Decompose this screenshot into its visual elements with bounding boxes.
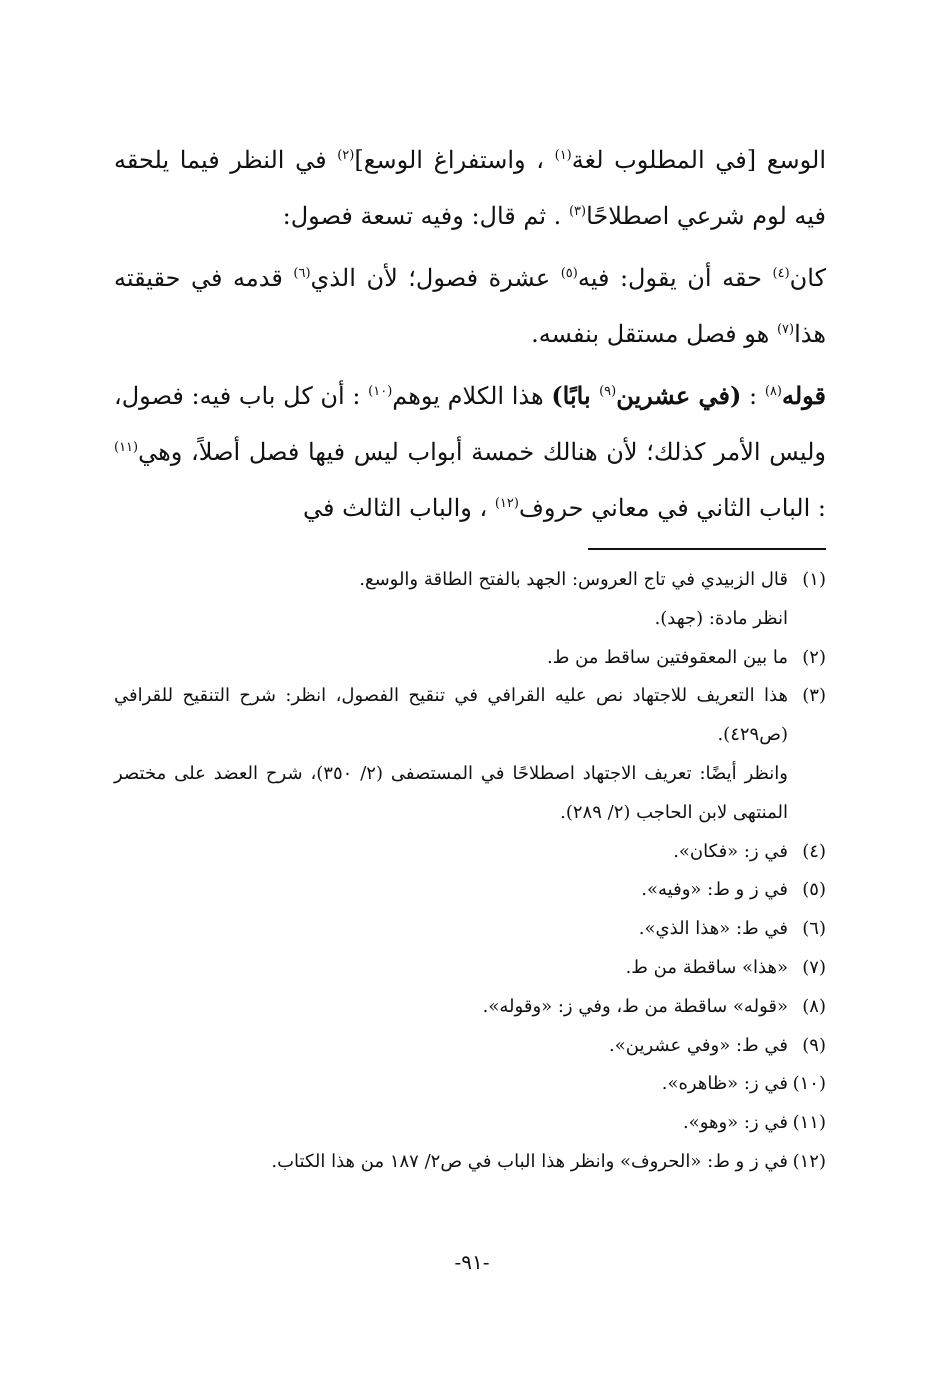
footnote-ref: (٣) bbox=[568, 204, 587, 219]
footnote-ref: (٢) bbox=[337, 148, 355, 163]
footnote-number: (٤) bbox=[802, 840, 826, 862]
footnote-text: في ز: «ظاهره». bbox=[661, 1073, 788, 1095]
footnote-text: في ز و ط: «وفيه». bbox=[641, 879, 788, 901]
footnote-ref: (٤) bbox=[772, 266, 790, 281]
footnote-ref: (١) bbox=[554, 148, 572, 163]
footnote-ref: (٨) bbox=[764, 384, 782, 399]
footnote-ref: (٧) bbox=[776, 322, 795, 337]
footnote-12 bbox=[114, 1143, 826, 1182]
footnote-text: في ط: «وفي عشرين». bbox=[609, 1034, 788, 1056]
footnote-text: قال الزبيدي في تاج العروس: الجهد بالفتح الطاقة والوسع. bbox=[359, 569, 788, 590]
text-run: هذا الكلام يوهم bbox=[392, 382, 552, 410]
footnote-continuation: وانظر أيضًا: تعريف الاجتهاد اصطلاحًا في المستصفى (٢/ ٣٥٠)، شرح العضد على مختصر المنتهى لابن الحاجب (٢/ ٢٨٩). bbox=[114, 762, 788, 823]
footnote-separator bbox=[588, 548, 826, 550]
footnote-ref: (١١) bbox=[114, 440, 139, 455]
page-number: -٩١- bbox=[454, 1250, 490, 1274]
footnote-text: هذا التعريف للاجتهاد نص عليه القرافي في تنقيح الفصول، انظر: شرح التنقيح للقرافي (ص٤٢٩). bbox=[114, 685, 788, 746]
main-text bbox=[114, 132, 826, 542]
bold-lemma: قوله bbox=[781, 381, 827, 410]
footnote-ref: (١٢) bbox=[494, 496, 519, 511]
footnote-number: (٩) bbox=[802, 1034, 826, 1056]
text-run: حقه أن يقول: فيه bbox=[577, 264, 773, 292]
paragraph-1 bbox=[114, 132, 826, 244]
footnote-ref: (١٠) bbox=[368, 384, 393, 399]
footnote-number: (٦) bbox=[802, 918, 826, 940]
footnote-number: (١٢) bbox=[792, 1150, 826, 1172]
footnote-number: (١) bbox=[802, 569, 826, 590]
text-run: . ثم قال: وفيه تسعة فصول: bbox=[282, 202, 569, 230]
footnote-1 bbox=[114, 561, 826, 639]
footnote-ref: (٦) bbox=[293, 266, 311, 281]
footnote-number: (٢) bbox=[802, 646, 826, 668]
footnote-11 bbox=[114, 1104, 826, 1143]
text-run: هو فصل مستقل بنفسه. bbox=[531, 320, 777, 348]
footnote-text: في ز: «وهو». bbox=[682, 1112, 788, 1134]
footnote-text: ما بين المعقوفتين ساقط من ط. bbox=[547, 646, 788, 668]
footnote-number: (٧) bbox=[802, 956, 826, 978]
paragraph-2 bbox=[114, 250, 826, 362]
text-run: كان bbox=[789, 264, 827, 292]
footnote-text: في ط: «هذا الذي». bbox=[638, 918, 788, 940]
footnote-text: في ز: «فكان». bbox=[673, 840, 788, 862]
footnote-7 bbox=[114, 949, 826, 988]
footnote-text: انظر مادة: (جهد). bbox=[654, 607, 788, 629]
text-run: : الباب الثاني في معاني حروف bbox=[518, 494, 826, 522]
text-run: : bbox=[741, 382, 765, 410]
text-run: : أن كل باب فيه: فصول، وليس الأمر كذلك؛ لأن هنالك خمسة أبواب ليس فيها فصل أصلاً، وهي bbox=[114, 382, 826, 466]
text-run: عشرة فصول؛ لأن الذي bbox=[310, 264, 561, 292]
bold-quote: (في عشرين bbox=[616, 381, 742, 410]
footnote-ref: (٩) bbox=[599, 384, 617, 399]
footnote-9 bbox=[114, 1027, 826, 1066]
footnote-number: (١١) bbox=[792, 1112, 826, 1134]
footnote-2 bbox=[114, 639, 826, 678]
footnote-ref: (٥) bbox=[560, 266, 578, 281]
text-run: ، والباب الثالث في bbox=[302, 494, 495, 522]
footnote-3 bbox=[114, 677, 826, 755]
footnote-8 bbox=[114, 988, 826, 1027]
footnote-number: (٥) bbox=[802, 879, 826, 901]
bold-quote: بابًا) bbox=[551, 381, 600, 410]
text-run: الوسع [في المطلوب لغة bbox=[571, 146, 826, 174]
paragraph-3 bbox=[114, 368, 826, 536]
text-run: في النظر فيما يلحقه فيه لوم شرعي اصطلاحًا bbox=[114, 146, 826, 230]
footnote-4 bbox=[114, 833, 826, 872]
footnote-number: (٨) bbox=[802, 995, 826, 1017]
text-run: قدمه في حقيقته هذا bbox=[114, 264, 826, 348]
footnote-text: «هذا» ساقطة من ط. bbox=[625, 956, 788, 978]
footnotes bbox=[114, 561, 826, 1182]
footnote-5 bbox=[114, 871, 826, 910]
footnote-text: «قوله» ساقطة من ط، وفي ز: «وقوله». bbox=[482, 995, 788, 1017]
text-run: ، واستفراغ الوسع] bbox=[354, 146, 555, 174]
footnote-text: في ز و ط: «الحروف» وانظر هذا الباب في ص٢/ ١٨٧ من هذا الكتاب. bbox=[271, 1150, 788, 1172]
footnote-number: (٣) bbox=[802, 685, 826, 707]
footnote-10 bbox=[114, 1065, 826, 1104]
footnote-number: (١٠) bbox=[792, 1073, 826, 1095]
footnote-6 bbox=[114, 910, 826, 949]
